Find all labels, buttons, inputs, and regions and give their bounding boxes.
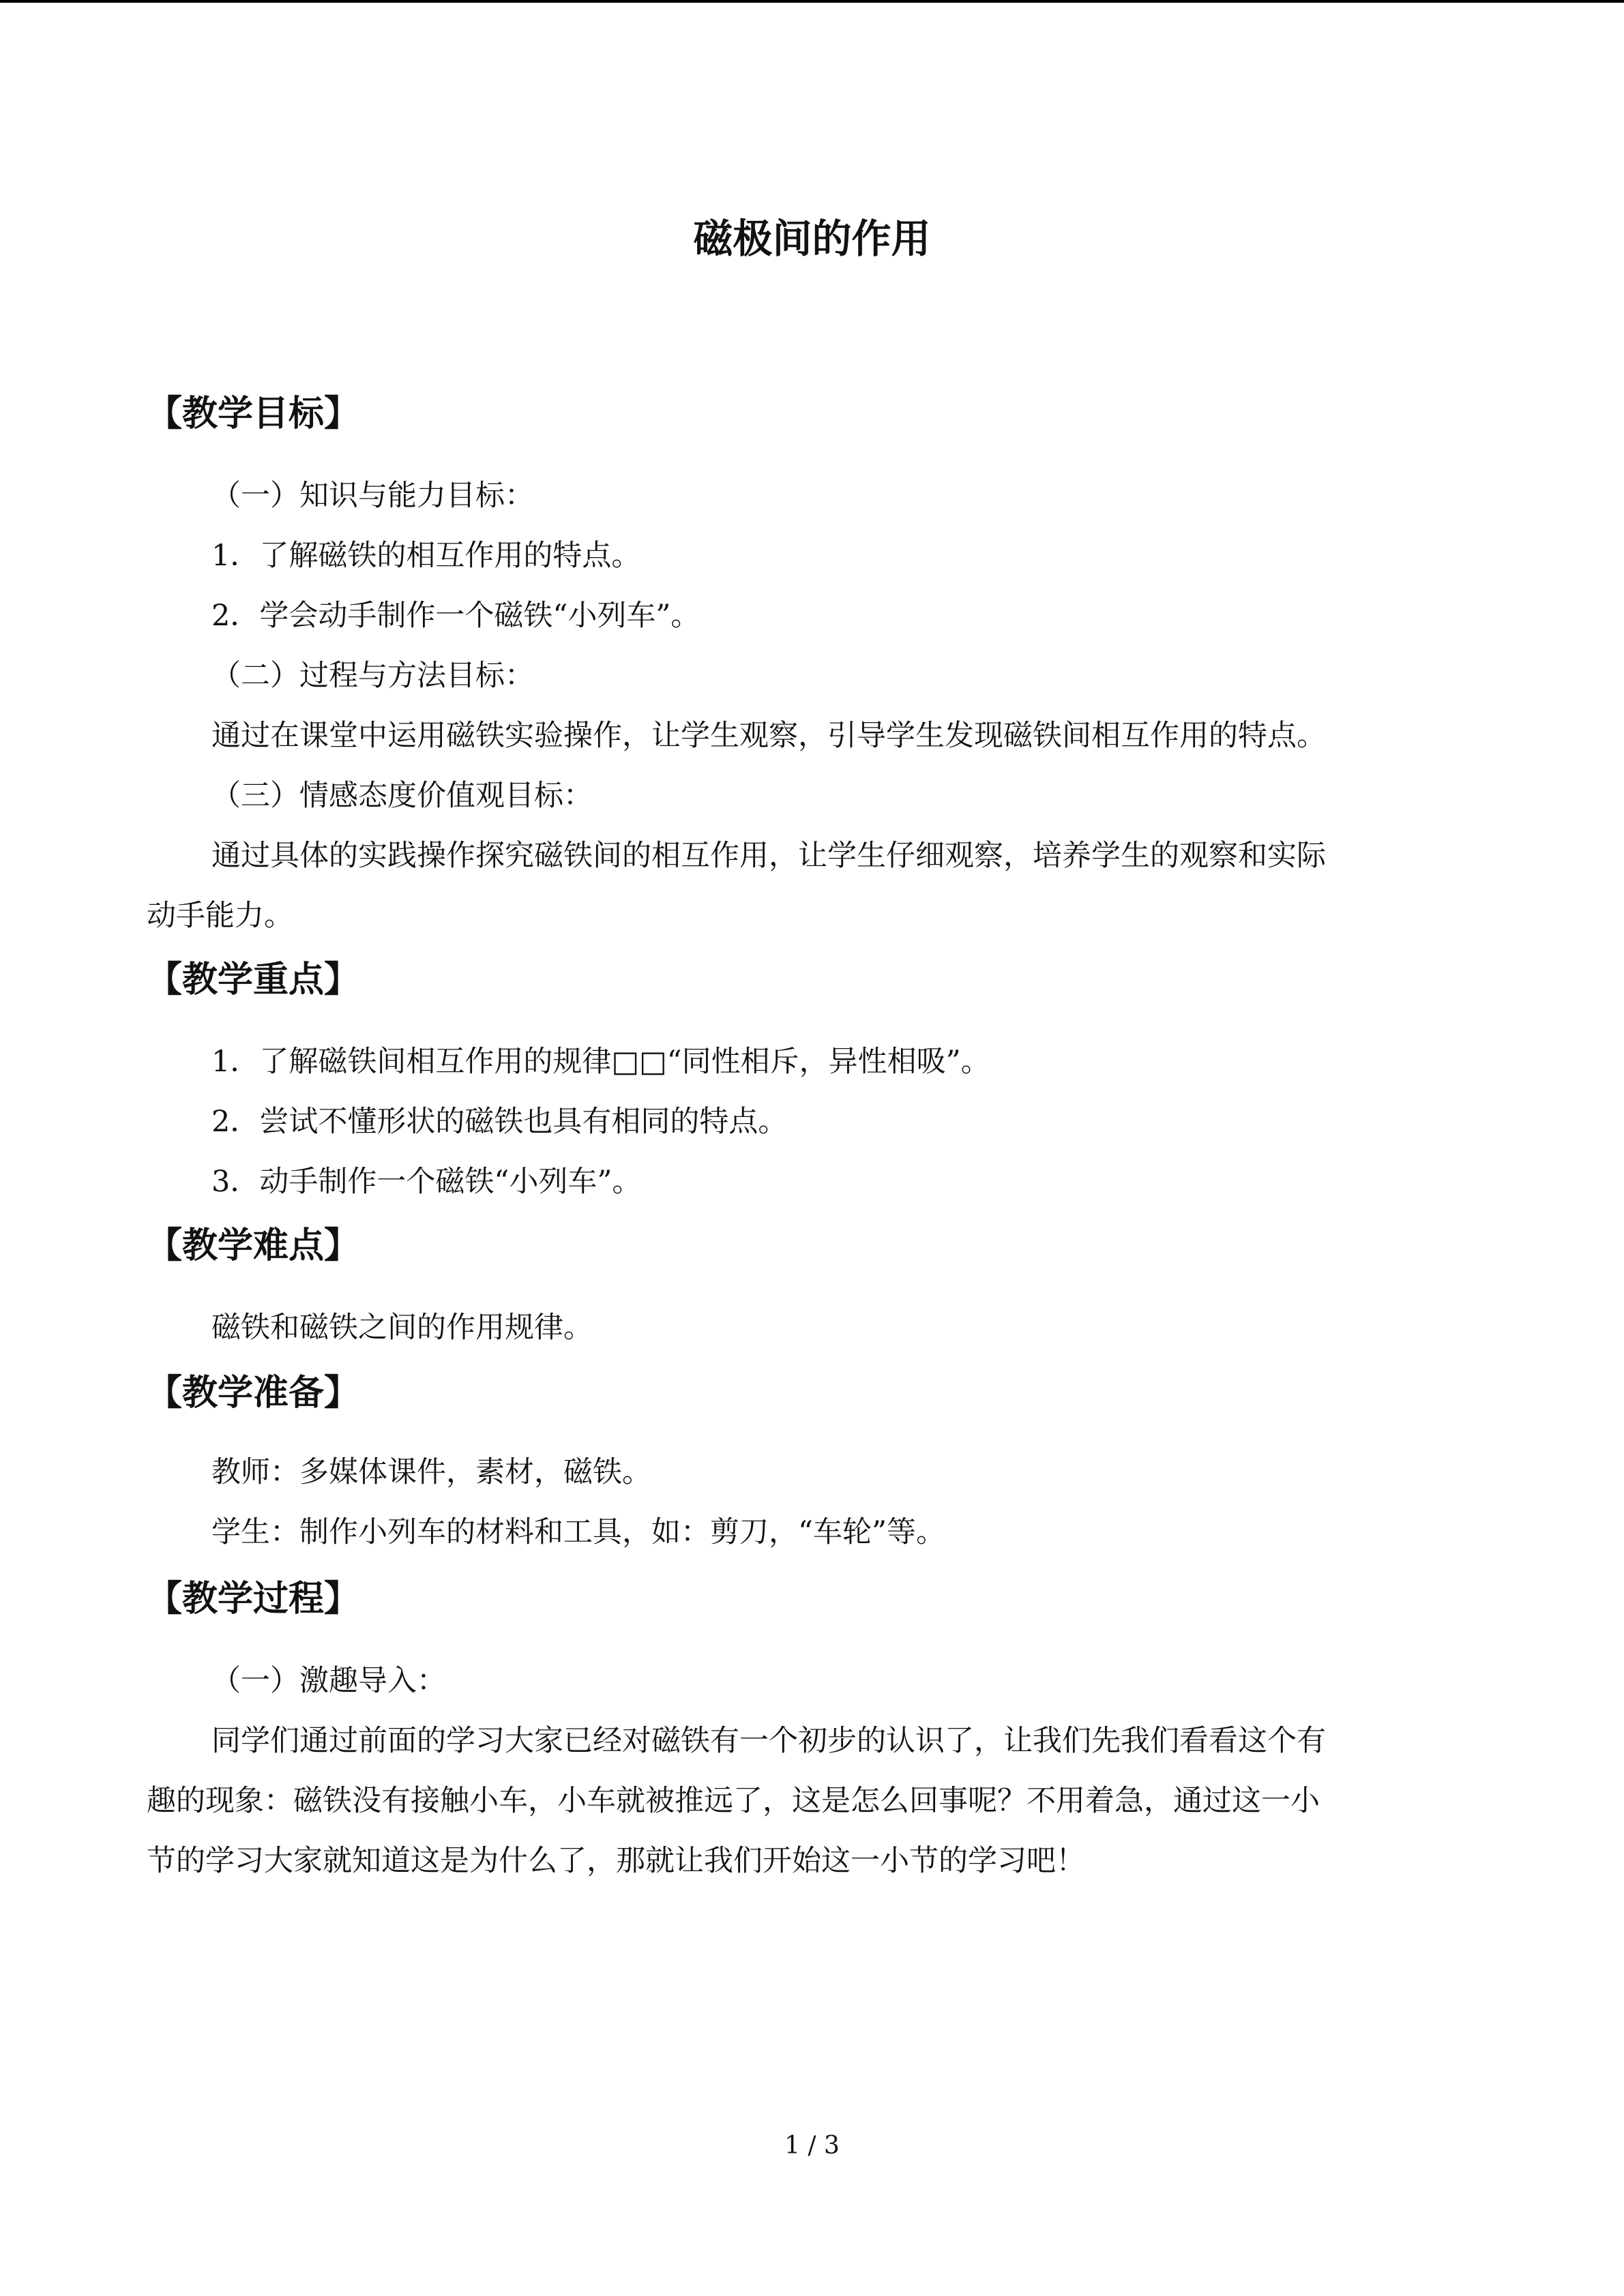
document-title: 磁极间的作用 xyxy=(693,215,931,262)
key-points-line: 3．动手制作一个磁铁“小列车”。 xyxy=(211,1165,642,1199)
objectives-line: 动手能力。 xyxy=(147,899,293,933)
process-line: 节的学习大家就知道这是为什么了，那就让我们开始这一小节的学习吧！ xyxy=(147,1844,1085,1878)
objectives-line: 2．学会动手制作一个磁铁“小列车”。 xyxy=(211,599,700,633)
key-points-line: 1．了解磁铁间相互作用的规律□□“同性相斥，异性相吸”。 xyxy=(211,1045,990,1079)
preparation-line: 教师：多媒体课件，素材，磁铁。 xyxy=(211,1455,651,1489)
heading-preparation: 【教学准备】 xyxy=(147,1373,360,1414)
objectives-line: 1．了解磁铁的相互作用的特点。 xyxy=(211,539,641,573)
heading-difficulties: 【教学难点】 xyxy=(147,1225,360,1266)
heading-key-points: 【教学重点】 xyxy=(147,959,360,1000)
top-border-line xyxy=(0,0,1624,3)
preparation-line: 学生：制作小列车的材料和工具，如：剪刀，“车轮”等。 xyxy=(211,1515,945,1549)
objectives-line: 通过具体的实践操作探究磁铁间的相互作用，让学生仔细观察，培养学生的观察和实际 xyxy=(211,839,1326,873)
objectives-line: （二）过程与方法目标： xyxy=(211,659,534,693)
objectives-line: （一）知识与能力目标： xyxy=(211,479,534,513)
objectives-line: （三）情感态度价值观目标： xyxy=(211,779,593,813)
heading-teaching-objectives: 【教学目标】 xyxy=(147,393,360,434)
process-line: （一）激趣导入： xyxy=(211,1664,446,1698)
process-line: 同学们通过前面的学习大家已经对磁铁有一个初步的认识了，让我们先我们看看这个有 xyxy=(211,1724,1326,1758)
process-line: 趣的现象：磁铁没有接触小车，小车就被推远了，这是怎么回事呢？不用着急，通过这一小 xyxy=(147,1784,1320,1818)
key-points-line: 2．尝试不懂形状的磁铁也具有相同的特点。 xyxy=(211,1105,788,1139)
difficulties-line: 磁铁和磁铁之间的作用规律。 xyxy=(211,1311,593,1345)
page-number: 1 / 3 xyxy=(784,2132,840,2160)
heading-teaching-process: 【教学过程】 xyxy=(147,1579,360,1620)
objectives-line: 通过在课堂中运用磁铁实验操作，让学生观察，引导学生发现磁铁间相互作用的特点。 xyxy=(211,719,1326,753)
